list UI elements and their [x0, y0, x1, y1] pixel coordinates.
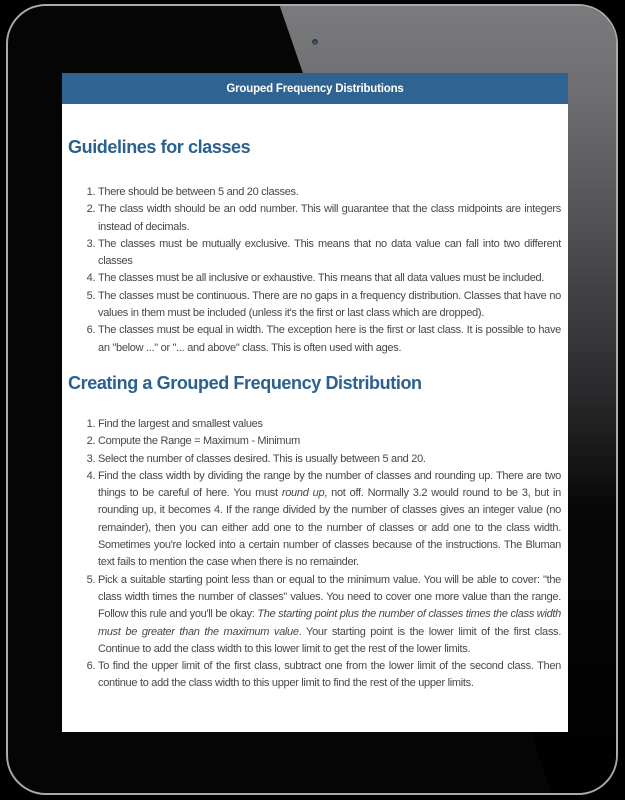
creating-steps-list	[68, 416, 561, 693]
list-item: 4. The classes must be all inclusive or exhaustive. This means that all data values must be included.	[98, 270, 561, 287]
list-item: 3. The classes must be mutually exclusive. This means that no data value can fall into two different classes	[98, 236, 561, 271]
list-item: 6. The classes must be equal in width. The exception here is the first or last class. It is possible to have an "below ..." or "... and above" class. This is often used with ages.	[98, 322, 561, 357]
section-creating	[68, 373, 561, 693]
document-page	[62, 73, 568, 732]
list-item: 2. Compute the Range = Maximum - Minimum	[98, 433, 561, 450]
list-item: 1. There should be between 5 and 20 classes.	[98, 184, 561, 201]
list-item: 6. To find the upper limit of the first class, subtract one from the lower limit of the second class. Then continue to add the class width to this upper limit to find the rest of the upper limits.	[98, 658, 561, 693]
camera-icon	[312, 39, 318, 45]
document-content	[62, 137, 568, 693]
document-title-bar	[62, 73, 568, 104]
list-item: 2. The class width should be an odd number. This will guarantee that the class midpoints are integers instead of decimals.	[98, 201, 561, 236]
list-item: 5. The classes must be continuous. There are no gaps in a frequency distribution. Classes that have no values in them must be included (unless it's the first or last class which are dropped).	[98, 288, 561, 323]
section-heading-creating: Creating a Grouped Frequency Distribution	[68, 372, 422, 393]
tablet-frame	[6, 4, 618, 795]
guidelines-list	[68, 184, 561, 357]
list-item: 5. Pick a suitable starting point less than or equal to the minimum value. You will be able to cover: "the class width times the number of classes" values. You need to cover one more value than the range. Follow this rule and you'll be okay: The starting point plus the number of classes times the class width must be greater than the maximum value. Your starting point is the lower limit of the first class. Continue to add the class width to this lower limit to get the rest of the lower limits.	[98, 572, 561, 658]
list-item: 1. Find the largest and smallest values	[98, 416, 561, 433]
section-heading-guidelines: Guidelines for classes	[68, 137, 251, 157]
section-guidelines	[68, 137, 561, 357]
list-item: 4. Find the class width by dividing the range by the number of classes and rounding up. There are two things to be careful of here. You must round up, not off. Normally 3.2 would round to be 3, but in rounding up, it becomes 4. If the range divided by the number of classes gives an integer value (no remainder), then you can either add one to the number of classes or add one to the class width. Sometimes you're locked into a certain number of classes because of the instructions. The Bluman text fails to mention the case when there is no remainder.	[98, 468, 561, 572]
document-title: Grouped Frequency Distributions	[226, 82, 404, 95]
list-item: 3. Select the number of classes desired. This is usually between 5 and 20.	[98, 451, 561, 468]
